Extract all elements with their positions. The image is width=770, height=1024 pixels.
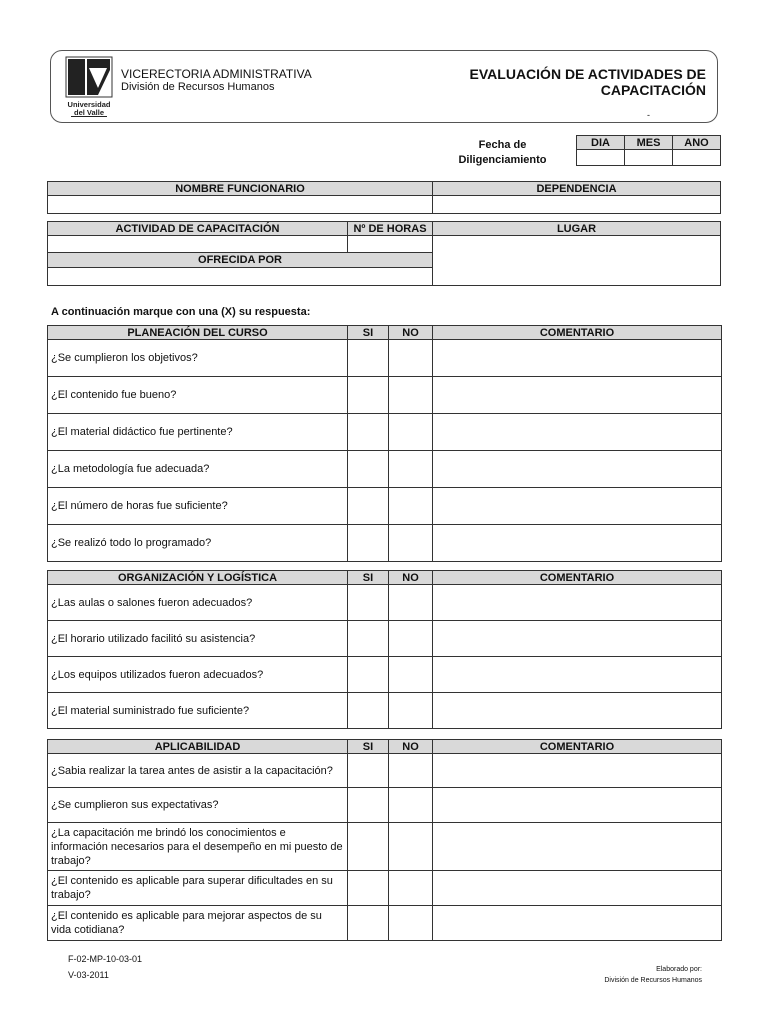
lugar-header: LUGAR [433,222,721,236]
si-cell[interactable] [348,788,389,823]
form-code: F-02-MP-10-03-01 [68,954,143,964]
instructions: A continuación marque con una (X) su respuesta: [51,306,311,318]
comentario-cell[interactable] [433,788,722,823]
horas-header: Nº DE HORAS [348,222,433,236]
question: ¿Se realizó todo lo programado? [48,525,348,562]
no-header: NO [389,571,433,585]
no-cell[interactable] [389,525,433,562]
comentario-cell[interactable] [433,693,722,729]
question: ¿El contenido fue bueno? [48,377,348,414]
no-cell[interactable] [389,657,433,693]
fecha-dia-header: DIA [577,136,625,150]
no-cell[interactable] [389,377,433,414]
actividad-field[interactable] [48,236,348,253]
si-cell[interactable] [348,451,389,488]
comentario-cell[interactable] [433,657,722,693]
question: ¿La metodología fue adecuada? [48,451,348,488]
no-cell[interactable] [389,621,433,657]
form-version: V-03-2011 [68,970,109,980]
fecha-label [455,138,550,168]
horas-field[interactable] [348,236,433,253]
elaborado-division: División de Recursos Humanos [604,977,702,984]
fecha-table [576,135,721,166]
comentario-cell[interactable] [433,823,722,871]
planeacion-table [47,325,722,562]
document-title [406,66,706,98]
si-cell[interactable] [348,585,389,621]
fecha-mes-field[interactable] [625,150,673,166]
actividad-header: ACTIVIDAD DE CAPACITACIÓN [48,222,348,236]
si-cell[interactable] [348,621,389,657]
no-cell[interactable] [389,340,433,377]
no-cell[interactable] [389,693,433,729]
fecha-label-1: Fecha de [478,139,527,151]
comentario-cell[interactable] [433,451,722,488]
si-header: SI [348,740,389,754]
elaborado-label: Elaborado por: [656,966,702,973]
si-header: SI [348,326,389,340]
comentario-cell[interactable] [433,906,722,941]
logo-text-2: del Valle [73,108,105,117]
ofrecida-header: OFRECIDA POR [48,253,433,268]
comentario-header: COMENTARIO [433,326,722,340]
comentario-cell[interactable] [433,585,722,621]
org-name: VICERECTORIA ADMINISTRATIVA [121,67,312,81]
fecha-ano-header: ANO [673,136,721,150]
si-cell[interactable] [348,488,389,525]
question: ¿El material didáctico fue pertinente? [48,414,348,451]
comentario-header: COMENTARIO [433,571,722,585]
fecha-label-2: Diligenciamiento [458,154,547,166]
no-cell[interactable] [389,488,433,525]
nombre-header: NOMBRE FUNCIONARIO [48,182,433,196]
comentario-cell[interactable] [433,621,722,657]
header-dash: - [647,110,650,120]
question: ¿Sabia realizar la tarea antes de asistir a la capacitación? [48,754,348,788]
question: ¿El contenido es aplicable para mejorar aspectos de su vida cotidiana? [48,906,348,941]
section-title: PLANEACIÓN DEL CURSO [48,326,348,340]
no-cell[interactable] [389,906,433,941]
organizacion-table [47,570,722,729]
logo-text-1: Universidad [67,100,111,109]
no-header: NO [389,740,433,754]
nombre-field[interactable] [48,196,433,214]
no-cell[interactable] [389,585,433,621]
question: ¿Se cumplieron sus expectativas? [48,788,348,823]
aplicabilidad-table [47,739,722,941]
si-cell[interactable] [348,340,389,377]
no-header: NO [389,326,433,340]
dependencia-header: DEPENDENCIA [433,182,721,196]
si-cell[interactable] [348,754,389,788]
dependencia-field[interactable] [433,196,721,214]
si-cell[interactable] [348,525,389,562]
title-line-1: EVALUACIÓN DE ACTIVIDADES DE [469,66,706,82]
si-cell[interactable] [348,871,389,906]
no-cell[interactable] [389,754,433,788]
comentario-cell[interactable] [433,377,722,414]
fecha-mes-header: MES [625,136,673,150]
org-division: División de Recursos Humanos [121,81,275,93]
question: ¿Las aulas o salones fueron adecuados? [48,585,348,621]
title-line-2: CAPACITACIÓN [600,82,706,98]
comentario-cell[interactable] [433,414,722,451]
fecha-dia-field[interactable] [577,150,625,166]
section-title: APLICABILIDAD [48,740,348,754]
no-cell[interactable] [389,788,433,823]
question: ¿Se cumplieron los objetivos? [48,340,348,377]
si-cell[interactable] [348,414,389,451]
comentario-cell[interactable] [433,871,722,906]
comentario-cell[interactable] [433,754,722,788]
no-cell[interactable] [389,871,433,906]
comentario-cell[interactable] [433,488,722,525]
lugar-field[interactable] [433,236,721,286]
si-cell[interactable] [348,693,389,729]
question: ¿La capacitación me brindó los conocimientos e información necesarios para el desempeño en mi puesto de trabajo? [48,823,348,871]
si-cell[interactable] [348,823,389,871]
comentario-cell[interactable] [433,340,722,377]
si-header: SI [348,571,389,585]
question: ¿El número de horas fue suficiente? [48,488,348,525]
si-cell[interactable] [348,657,389,693]
no-cell[interactable] [389,414,433,451]
funcionario-table [47,181,721,214]
comentario-cell[interactable] [433,525,722,562]
university-logo-icon [65,56,113,118]
actividad-table [47,221,721,286]
fecha-ano-field[interactable] [673,150,721,166]
comentario-header: COMENTARIO [433,740,722,754]
section-title: ORGANIZACIÓN Y LOGÍSTICA [48,571,348,585]
question: ¿El horario utilizado facilitó su asistencia? [48,621,348,657]
question: ¿El material suministrado fue suficiente? [48,693,348,729]
question: ¿El contenido es aplicable para superar dificultades en su trabajo? [48,871,348,906]
si-cell[interactable] [348,906,389,941]
ofrecida-field[interactable] [48,268,433,286]
no-cell[interactable] [389,823,433,871]
question: ¿Los equipos utilizados fueron adecuados? [48,657,348,693]
no-cell[interactable] [389,451,433,488]
si-cell[interactable] [348,377,389,414]
